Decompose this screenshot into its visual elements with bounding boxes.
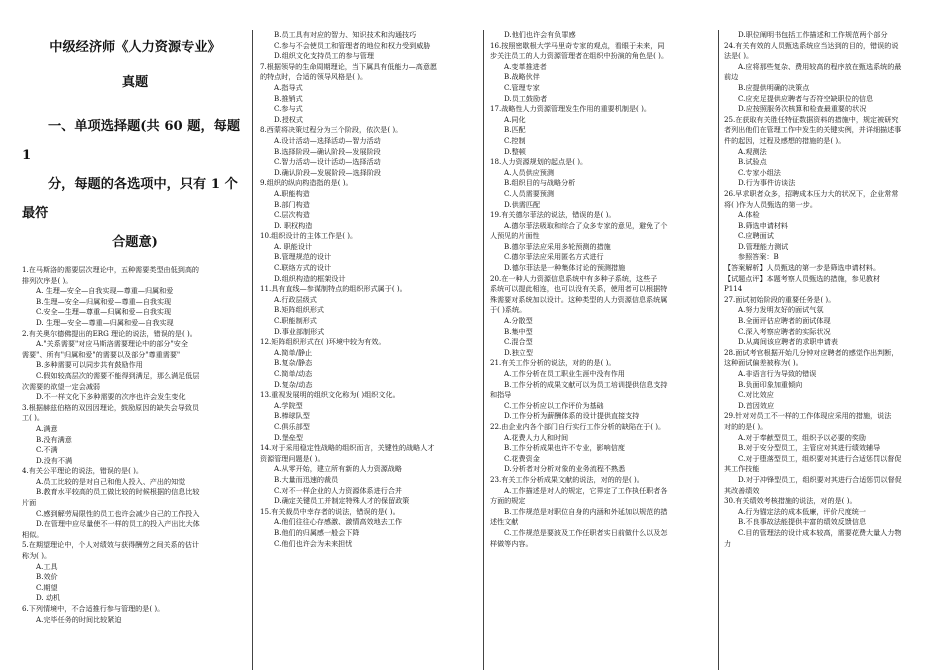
option-line: A.分散型 (504, 316, 533, 326)
text-line: 称为( )。 (22, 551, 52, 561)
option-line: D.供需匹配 (504, 199, 541, 209)
text-line: 4.有关公平理论的说法，错误的是( )。 (22, 466, 143, 476)
option-line: C.层次构造 (274, 210, 310, 220)
option-line: D. 动机 (36, 593, 61, 603)
option-line: D.确认阶段—发展阶段—选择阶段 (274, 167, 382, 177)
option-line: A.员工比较的是对自己和他人投入、产出的知觉 (36, 476, 186, 486)
option-line: B.效价 (36, 572, 58, 582)
option-line: A.观测法 (738, 146, 767, 156)
option-line: C.简单/动态 (274, 369, 313, 378)
text-line: 26.早求职者众多，招聘成本压力大的状况下，企业常常 (724, 188, 899, 198)
text-line: 资源管理问题是( )。 (260, 453, 325, 463)
option-line: D.没有不满 (36, 455, 73, 465)
option-line: D. 生理—安全—尊重—归属和爱—自我实现 (36, 317, 174, 327)
option-line: B.应提供明确的决策点 (738, 82, 810, 92)
option-line: B.没有满意 (36, 434, 72, 444)
text-line: 者列出他们在管理工作中发生的关键实例，并详细描述事 (724, 125, 902, 135)
option-line: D.确定关键员工并制定特殊人才的保留政策 (274, 496, 410, 506)
text-line: 23.有关工作分析成果文献的说法，对的的是( )。 (490, 474, 644, 484)
option-line: B.复杂/静态 (274, 358, 313, 368)
option-line: D.行为事件访谈法 (738, 178, 796, 188)
option-line: C.对不一样企业的人力资源体系进行合并 (274, 485, 403, 495)
option-line: B.全面评估应聘者的面试体现 (738, 316, 831, 326)
option-line: C.工作分析应以工作评价为基础 (504, 400, 604, 410)
option-line: A.从零开始，建立所有新的人力资源战略 (274, 464, 402, 474)
option-line: D.事业部制形式 (274, 326, 325, 336)
column-3 (490, 30, 712, 670)
option-line: B.他们的归属感一般会下降 (274, 527, 360, 537)
option-line: B.生理—安全—归属和爱—尊重—自我实现 (36, 296, 172, 306)
option-line: A.工作分析在员工职业生涯中没有作用 (504, 369, 625, 378)
option-line: A.努力发明友好的面试气氛 (738, 305, 824, 315)
text-line: 7.根据领导的生命周期理论，当下属具有低能力—高意愿 (260, 61, 438, 71)
option-line: C.他们也许会为未来担忧 (274, 538, 353, 548)
option-line: B.员工具有对应的智力、知识技术和沟通技巧 (274, 30, 417, 39)
option-line: C.花费资金 (504, 453, 540, 463)
option-line: A.非语言行为导致的错误 (738, 369, 817, 378)
option-line: B.推销式 (274, 93, 303, 103)
text-line: 件的起因，过程及感想的措施的是( )。 (724, 135, 846, 145)
option-line: C.工作规范是要波及工作任职者实日前做什么以及怎 (504, 527, 668, 537)
column-divider (252, 30, 253, 670)
text-line: 27.面试初始阶段的重要任务是( )。 (724, 294, 836, 304)
section-heading-line-2: 分，每题的各选项中，只有 1 个最符 (22, 177, 238, 221)
option-line: D.首因效应 (738, 400, 775, 410)
option-line: D.堡垒型 (274, 432, 303, 442)
text-line: 前边 (724, 72, 739, 82)
option-line: B.教育水平较高的员工做比较的时候根据的信息比较 (36, 487, 200, 497)
option-line: C.参与式 (274, 104, 303, 114)
option-line: C.感到解劳局限性的员工也许会减少自己的工作投入 (36, 508, 200, 518)
text-line: 步关注员工的人力资源管理者在组织中扮演的角色是( )。 (490, 51, 669, 61)
column-2-text (260, 30, 476, 549)
text-line: 24.有关有效的人员甄选系统应当达到的目的，错误的说 (724, 40, 899, 50)
option-line: B.工作分析成果也许不专业，影响信度 (504, 443, 625, 453)
option-line: C.控制 (504, 135, 526, 145)
column-divider (483, 30, 484, 670)
text-line: 将( )作为人员甄选的第一步。 (724, 199, 817, 209)
option-line: B.工作分析的成果文献可以为员工培训提供信息支持 (504, 379, 668, 389)
option-line: B.匹配 (504, 125, 526, 135)
option-line: A. 生理—安全—自我实现—尊重—归属和爱 (36, 286, 174, 296)
option-line: C.深入考察应聘者的实际状况 (738, 326, 831, 336)
option-line: A.指导式 (274, 82, 303, 92)
option-line: B.选择阶段—确认阶段—发展阶段 (274, 146, 381, 156)
text-line: 其工作技能 (724, 464, 760, 474)
text-line: 次需要的欲望一定会减弱 (22, 381, 101, 391)
option-line: A.工具 (36, 561, 58, 571)
option-line: B.工作规范是对职位自身的内涵和外延加以规范的措 (504, 506, 668, 516)
option-line: B.管理规范的设计 (274, 252, 332, 262)
text-line: 和指导 (490, 390, 512, 400)
text-line: 系统可以提此相连，也可以没有关系，使用者可以根据特 (490, 284, 668, 294)
option-line: C.目的管理法的设计成本较高，需要花费大量人力物 (738, 527, 902, 537)
text-line: 9.组织的纵向构造指的是( )。 (260, 178, 353, 188)
column-4-text (724, 30, 930, 549)
option-line: D.员工鼓励者 (504, 93, 548, 103)
option-line: D.组织构造的框架设计 (274, 273, 346, 283)
text-line: 21.有关工作分析的说法，对的的是( )。 (490, 358, 616, 368)
text-line: 16.按照密歇根大学马里奇专家的观点，看眼于未来，同 (490, 40, 665, 50)
text-line: 12.矩阵组织形式在( )环境中较为有效。 (260, 337, 386, 347)
text-line: 19.有关德尔菲法的说法，错误的是( )。 (490, 210, 616, 220)
option-line: A.完毕任务的时间比较紧迫 (36, 614, 122, 624)
option-line: D.工作分析为薪酬体系的设计提供直接支持 (504, 411, 640, 421)
option-line: D.他们也许会有负罪感 (504, 30, 576, 39)
option-line: C.期望 (36, 582, 58, 592)
option-line: D. 职权构造 (274, 220, 313, 230)
text-line: 11.具有直线—参谋制特点的组织形式属于( )。 (260, 284, 407, 294)
option-line: D.复杂/动态 (274, 379, 313, 389)
section-heading-line-3: 合题意) (112, 235, 158, 250)
option-line: A.工作描述是对人的规定，它界定了工作执任职者各 (504, 485, 668, 495)
text-line: P114 (724, 284, 743, 294)
column-1-text (22, 265, 248, 625)
option-line: B.多种需要可以同步共有鼓励作用 (36, 360, 143, 370)
option-line: D.整顿 (504, 146, 526, 156)
option-line: C.联络方式的设计 (274, 263, 332, 273)
document-title: 中级经济师《人力资源专业》 (49, 40, 221, 55)
column-divider (718, 30, 719, 670)
text-line: 人预见的片面性 (490, 231, 540, 241)
text-line: 排列次序是( )。 (22, 275, 73, 285)
text-line: 述性文献 (490, 517, 519, 527)
option-line: C.职能制形式 (274, 316, 317, 326)
text-line: 28.面试考官根据开始几分钟对应聘者的感觉作出判断， (724, 347, 899, 357)
text-line: 【试题点评】本题考察人员甄选的措施，参见教材 (724, 273, 881, 283)
option-line: C.俱乐部型 (274, 421, 310, 431)
option-line: B.集中型 (504, 326, 533, 336)
option-line: A.学院型 (274, 400, 303, 410)
option-line: A."关系需要"对应马斯洛需要理论中的部分"安全 (36, 339, 188, 349)
column-2 (260, 30, 476, 670)
option-line: B.部门构造 (274, 199, 310, 209)
option-line: D.对于冲锋型员工，组织要对其进行合适惩罚以督促 (738, 474, 902, 484)
column-3-text (490, 30, 712, 549)
text-line: 的特点时，合适的领导风格是( )。 (260, 72, 368, 82)
text-line: 样做等内容。 (490, 538, 533, 548)
option-line: D.独立型 (504, 347, 533, 357)
option-line: A.设计活动—选择活动—智力活动 (274, 135, 381, 145)
text-line: 工( )。 (22, 413, 44, 423)
option-line: A.他们往往心存感激、激情高效地去工作 (274, 517, 402, 527)
option-line: A.花费人力人和时间 (504, 432, 569, 442)
text-line: 2.有关奥尔德佛提出的ERG 理论的说法，错误的是( )。 (22, 328, 197, 338)
option-line: C.混合型 (504, 337, 533, 347)
text-line: 这种面试偏差被称为( )。 (724, 358, 803, 368)
text-line: 29.针对对员工不一样的工作体现应采用的措施，说法 (724, 411, 892, 421)
option-line: C.安全—生理—尊重—归属和爱—自我实现 (36, 307, 172, 317)
option-line: D.应按照服务次核算和检查最重要的状况 (738, 104, 867, 114)
text-line: 18.人力资源规划的起点是( )。 (490, 157, 588, 167)
option-line: C.智力活动—设计活动—选择活动 (274, 157, 381, 167)
text-line: 6.下列情境中，不合适推行参与管理的是( )。 (22, 604, 165, 613)
option-line: A.职能构造 (274, 188, 310, 198)
option-line: B.对于安分型员工，主管应对其进行绩效辅导 (738, 443, 881, 453)
text-line: 对的的是( )。 (724, 421, 768, 431)
option-line: D.德尔菲法是一种集体讨论的预测措施 (504, 263, 626, 273)
option-line: A.对于奉献型员工，组织予以必要的奖励 (738, 432, 866, 442)
option-line: B.战略伙伴 (504, 72, 540, 82)
option-line: B.大量而迅速的裁员 (274, 474, 339, 484)
section-heading-line-1: 一、单项选择题(共 60 题，每题 1 (22, 119, 241, 163)
option-line: D.管理能力测试 (738, 241, 789, 251)
option-line: A.体检 (738, 210, 760, 220)
option-line: C.应聘面试 (738, 231, 774, 241)
option-line: 参照答案：B (738, 252, 779, 262)
option-line: D.分析者对分析对象的业务流程不熟悉 (504, 464, 626, 474)
option-line: C.假如较高层次的需要不能得到满足，那么满足低层 (36, 370, 200, 380)
option-line: D.组织文化支持员工的参与管理 (274, 51, 374, 61)
document-page (22, 30, 928, 670)
text-line: 3.根据赫兹伯格的双因因理论，鼓励原因的缺失会导致员 (22, 402, 200, 412)
text-line: 14.对于采用稳定性战略的组织而言，关键性的战略人才 (260, 443, 435, 453)
option-line: A.德尔菲法吸取和综合了众多专家的意见，避免了个 (504, 220, 668, 230)
option-line: B.德尔菲法应采用多轮预测的措施 (504, 241, 611, 251)
option-line: A.应将那些复杂、费用较高的程序放在甄选系统的最 (738, 61, 902, 71)
option-line: A.行为锚定法的成本低廉，评价尺度统一 (738, 506, 866, 516)
option-line: B.不良事故法能提供丰富的绩效反馈信息 (738, 517, 867, 527)
text-line: 20.在一种人力资源信息系统中有多种子系统，这些子 (490, 273, 658, 283)
option-line: C.对于堕落型员工，组织要对其进行合适惩罚以督促 (738, 453, 902, 463)
column-1 (22, 30, 248, 670)
text-line: 片面 (22, 498, 37, 508)
option-line: B.棒球队型 (274, 411, 310, 421)
option-line: D.职位阐明书包括工作描述和工作规范两个部分 (738, 30, 888, 39)
text-line: 于( )系统。 (490, 305, 527, 315)
text-line: 25.在获取有关胜任特征数据资料的措施中，规定被研究 (724, 114, 899, 124)
option-line: C.专家小组法 (738, 167, 781, 177)
text-line: 力 (724, 538, 732, 548)
column-4 (724, 30, 930, 670)
text-line: 相似。 (22, 529, 44, 539)
option-line: B.试验点 (738, 157, 767, 167)
option-line: A.变革推进者 (504, 61, 547, 71)
option-line: D.在管理中应尽量使不一样的员工的投入产出比大体 (36, 519, 200, 529)
text-line: 13.重视发展明的组织文化称为( )组织文化。 (260, 390, 400, 400)
option-line: D.授权式 (274, 114, 303, 124)
text-line: 其改善绩效 (724, 485, 760, 495)
text-line: 法是( )。 (724, 51, 754, 61)
option-line: C.人员需要预测 (504, 188, 554, 198)
text-line: 需要"、所有"归属和爱"的需要以及部分"尊重需要" (22, 349, 181, 359)
text-line: 10.组织设计的主体工作是( )。 (260, 231, 358, 241)
option-line: C.不满 (36, 445, 58, 455)
option-line: A.简单/静止 (274, 347, 313, 357)
option-line: A. 职能设计 (274, 241, 313, 251)
option-line: B.矩阵组织形式 (274, 305, 325, 315)
option-line: D.不一样文化下多种需要的次序也许会发生变化 (36, 392, 186, 402)
option-line: A.满意 (36, 423, 58, 433)
option-line: B.筛选申请材料 (738, 220, 789, 230)
text-line: 1.在马斯洛的需要层次理论中，五种需要类型由低到高的 (22, 265, 200, 274)
option-line: C.对比效应 (738, 390, 774, 400)
document-subtitle: 真题 (121, 75, 149, 90)
text-line: 8.西蒙将决策过程分为三个阶段，依次是( )。 (260, 125, 403, 135)
text-line: 15.有关裁员中幸存者的说法，错误的是( )。 (260, 506, 400, 516)
option-line: B.负面印象加重倾向 (738, 379, 803, 389)
option-line: A.行政层级式 (274, 294, 317, 304)
option-line: C.应充足提供应聘者与否符空缺职位的信息 (738, 93, 874, 103)
text-line: 17.战略性人力资源管理发生作用的重要机制是( )。 (490, 104, 651, 114)
option-line: A.人员供应预测 (504, 167, 554, 177)
text-line: 殊需要对系统加以设计。这种类型的人力资源信息系统属 (490, 294, 668, 304)
text-line: 30.有关绩效考核措施的说法，对的是( )。 (724, 496, 857, 506)
text-line: 22.由企业内各个部门自行实行工作分析的缺陷在于( )。 (490, 421, 666, 431)
option-line: C.参与不会使员工和管理者的地位和权力受到威胁 (274, 40, 431, 50)
option-line: D.从离间该应聘者的求职申请表 (738, 337, 838, 347)
option-line: B.组织目的与战略分析 (504, 178, 576, 188)
option-line: C.管理专家 (504, 82, 540, 92)
option-line: C.德尔菲法应采用匿名方式进行 (504, 252, 604, 262)
text-line: 5.在期望理论中，个人对绩效与获得酬劳之间关系的估计 (22, 540, 200, 550)
text-line: 方面的规定 (490, 496, 526, 506)
text-line: 【答案解析】人员甄选的第一步是筛选申请材料。 (724, 263, 881, 273)
option-line: A.同化 (504, 114, 526, 124)
